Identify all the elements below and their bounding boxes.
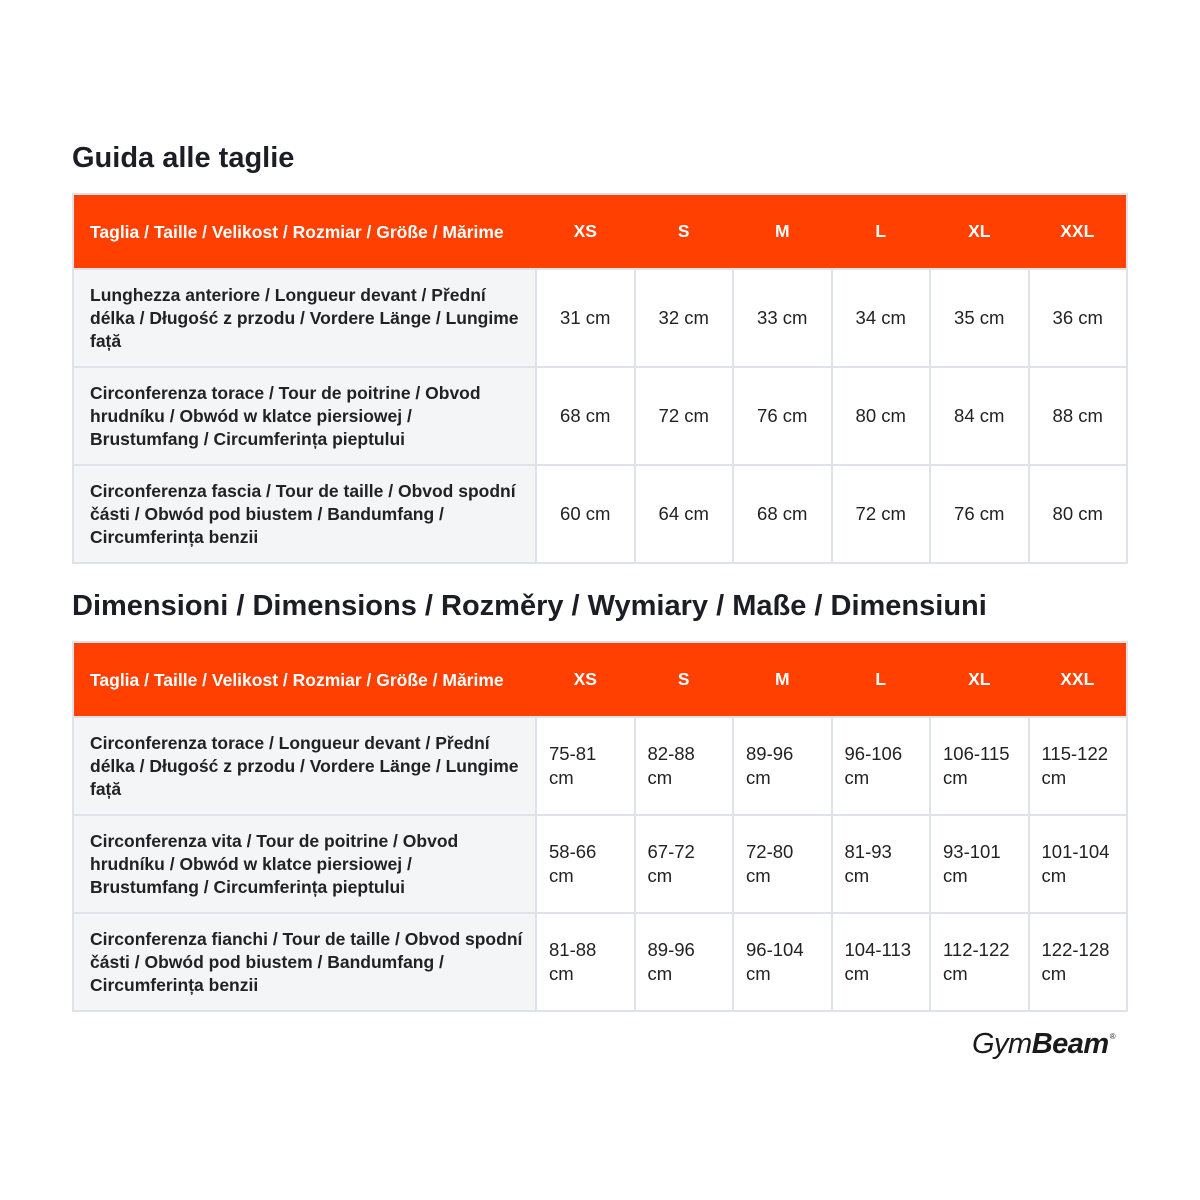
table-cell: 106-115 cm: [930, 717, 1029, 815]
table-cell: 96-104 cm: [733, 913, 832, 1011]
row-label-hips: Circonferenza fianchi / Tour de taille / Obvod spodní části / Obwód pod biustem / Bandumfang / Circumferința benzii: [73, 913, 536, 1011]
table-row: [73, 465, 1127, 563]
table-cell: 115-122 cm: [1029, 717, 1128, 815]
row-label-waist: Circonferenza vita / Tour de poitrine / Obvod hrudníku / Obwód w klatce piersiowej / Brustumfang / Circumferința pieptului: [73, 815, 536, 913]
table-cell: 34 cm: [832, 269, 931, 367]
table-row: [73, 815, 1127, 913]
table-cell: 82-88 cm: [635, 717, 734, 815]
row-label-band: Circonferenza fascia / Tour de taille / Obvod spodní části / Obwód pod biustem / Bandumfang / Circumferința benzii: [73, 465, 536, 563]
size-column-xs: XS: [536, 194, 635, 269]
size-column-xl: XL: [930, 194, 1029, 269]
row-label-chest: Circonferenza torace / Tour de poitrine / Obvod hrudníku / Obwód w klatce piersiowej / Brustumfang / Circumferința pieptului: [73, 367, 536, 465]
logo-text-light: Gym: [972, 1028, 1032, 1060]
table-cell: 80 cm: [1029, 465, 1128, 563]
table-cell: 67-72 cm: [635, 815, 734, 913]
size-guide-table: [72, 193, 1128, 564]
row-label-chest: Circonferenza torace / Longueur devant / Přední délka / Długość z przodu / Vordere Länge / Lungime față: [73, 717, 536, 815]
table-cell: 80 cm: [832, 367, 931, 465]
table-row: [73, 367, 1127, 465]
table-cell: 96-106 cm: [832, 717, 931, 815]
table-row: [73, 717, 1127, 815]
table-cell: 31 cm: [536, 269, 635, 367]
table-cell: 68 cm: [536, 367, 635, 465]
table-cell: 60 cm: [536, 465, 635, 563]
table-row: [73, 913, 1127, 1011]
table-cell: 35 cm: [930, 269, 1029, 367]
table-cell: 89-96 cm: [635, 913, 734, 1011]
table-cell: 89-96 cm: [733, 717, 832, 815]
table-row: [73, 269, 1127, 367]
table-cell: 84 cm: [930, 367, 1029, 465]
size-column-s: S: [635, 642, 734, 717]
table-cell: 76 cm: [930, 465, 1029, 563]
size-header-label: Taglia / Taille / Velikost / Rozmiar / Größe / Mărime: [73, 194, 536, 269]
table-cell: 36 cm: [1029, 269, 1128, 367]
row-label-front-length: Lunghezza anteriore / Longueur devant / Přední délka / Długość z przodu / Vordere Länge / Lungime față: [73, 269, 536, 367]
table-cell: 104-113 cm: [832, 913, 931, 1011]
size-column-xl: XL: [930, 642, 1029, 717]
table-cell: 58-66 cm: [536, 815, 635, 913]
table-cell: 81-93 cm: [832, 815, 931, 913]
table-cell: 75-81 cm: [536, 717, 635, 815]
table-cell: 72 cm: [832, 465, 931, 563]
table-cell: 72 cm: [635, 367, 734, 465]
size-guide-title: Guida alle taglie: [72, 142, 295, 174]
size-column-xxl: XXL: [1029, 194, 1128, 269]
logo-text-bold: Beam: [1031, 1028, 1109, 1060]
table-cell: 112-122 cm: [930, 913, 1029, 1011]
table-cell: 32 cm: [635, 269, 734, 367]
size-column-xs: XS: [536, 642, 635, 717]
table-cell: 93-101 cm: [930, 815, 1029, 913]
size-column-s: S: [635, 194, 734, 269]
table-cell: 72-80 cm: [733, 815, 832, 913]
table-cell: 33 cm: [733, 269, 832, 367]
dimensions-title: Dimensioni / Dimensions / Rozměry / Wymiary / Maße / Dimensiuni: [72, 590, 987, 622]
size-column-l: L: [832, 194, 931, 269]
table-cell: 64 cm: [635, 465, 734, 563]
table-header-row: [73, 194, 1127, 269]
size-header-label: Taglia / Taille / Velikost / Rozmiar / Größe / Mărime: [73, 642, 536, 717]
table-cell: 76 cm: [733, 367, 832, 465]
table-cell: 68 cm: [733, 465, 832, 563]
size-column-m: M: [733, 642, 832, 717]
gymbeam-logo: [972, 1028, 1115, 1061]
size-column-m: M: [733, 194, 832, 269]
size-column-l: L: [832, 642, 931, 717]
table-cell: 122-128 cm: [1029, 913, 1128, 1011]
table-cell: 101-104 cm: [1029, 815, 1128, 913]
table-header-row: [73, 642, 1127, 717]
registered-mark: ®: [1109, 1032, 1116, 1041]
table-cell: 81-88 cm: [536, 913, 635, 1011]
dimensions-table: [72, 641, 1128, 1012]
size-column-xxl: XXL: [1029, 642, 1128, 717]
table-cell: 88 cm: [1029, 367, 1128, 465]
